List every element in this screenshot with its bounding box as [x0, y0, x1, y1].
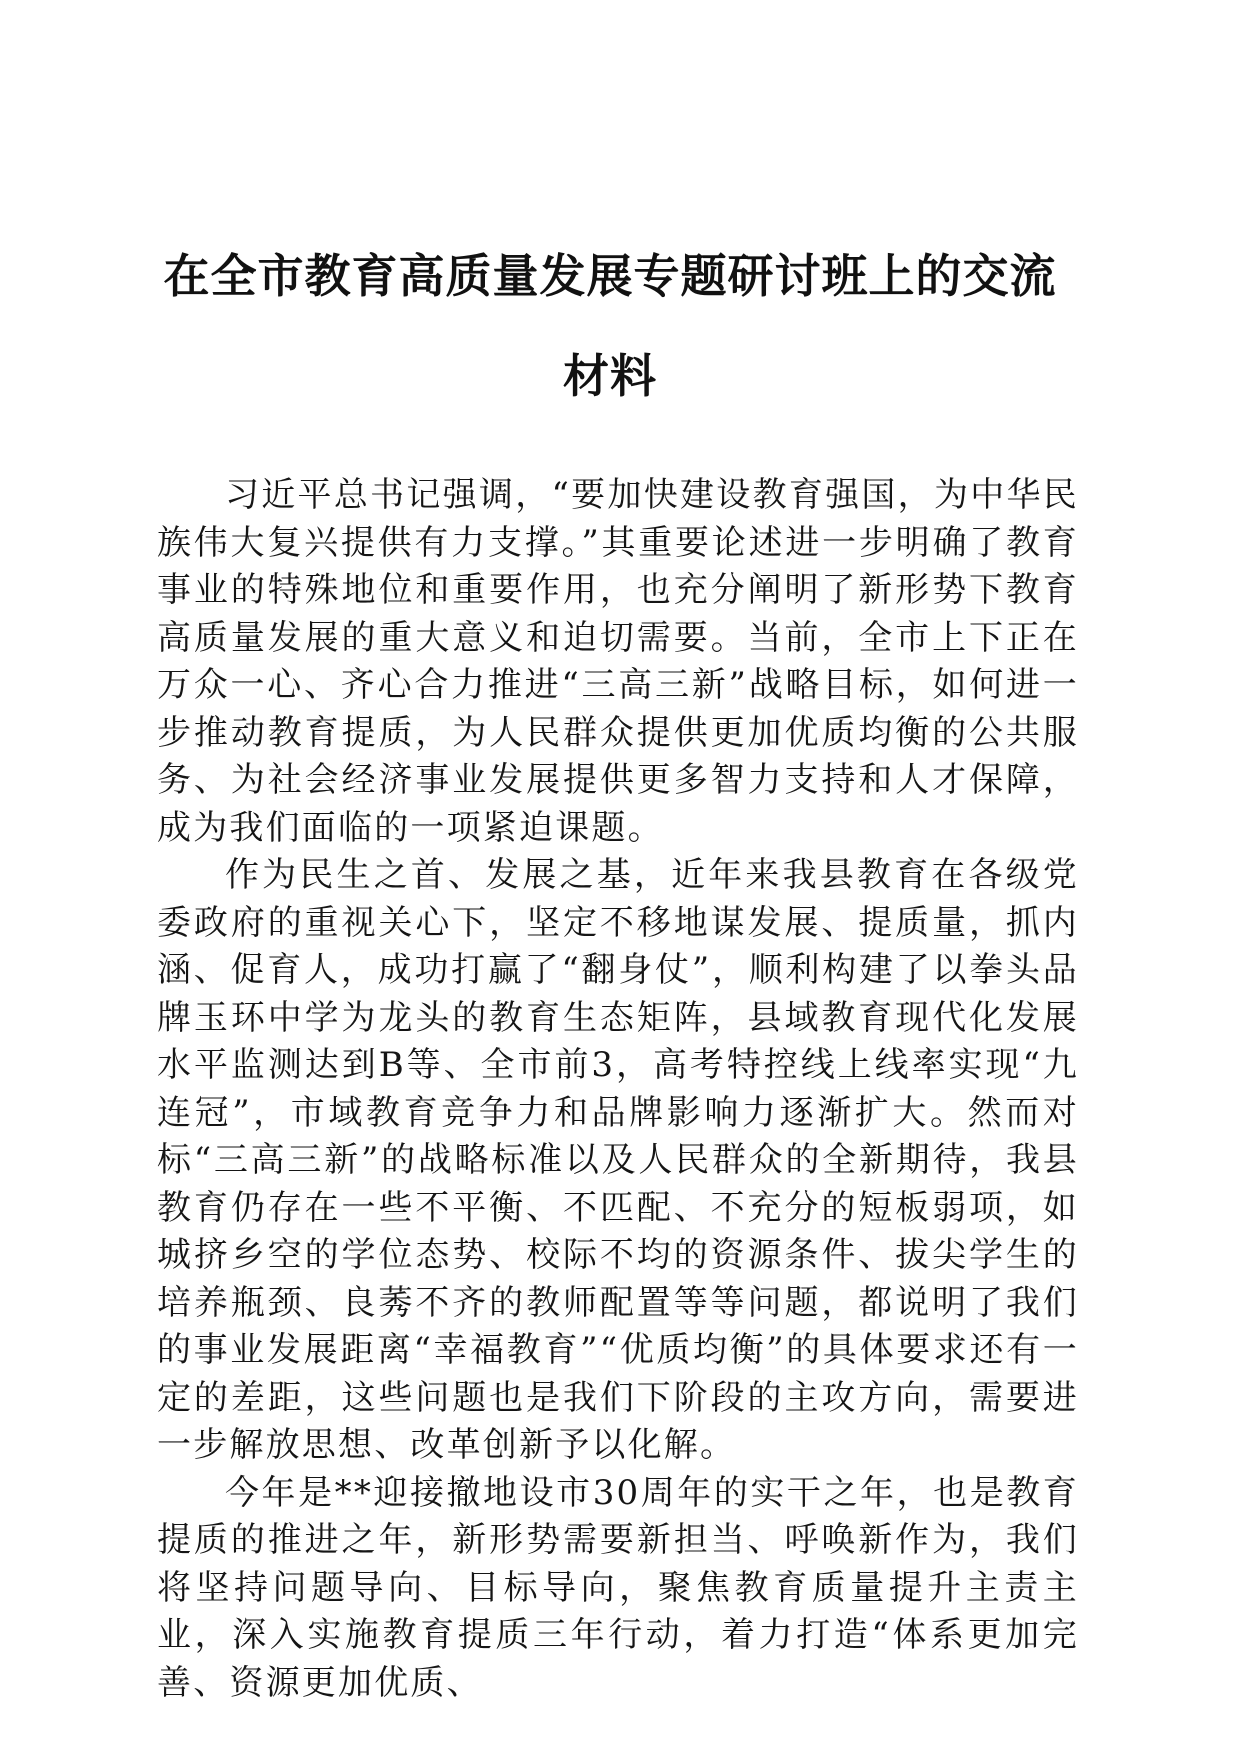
paragraph-2: 作为民生之首、发展之基，近年来我县教育在各级党委政府的重视关心下，坚定不移地谋发展、提质量，抓内涵、促育人，成功打赢了“翻身仗”，顺利构建了以拳头品牌玉环中学为龙头的教育生态矩阵，县域教育现代化发展水平监测达到B等、全市前3，高考特控线上线率实现“九连冠”，市域教育竞争力和品牌影响力逐渐扩大。然而对标“三高三新”的战略标准以及人民群众的全新期待，我县教育仍存在一些不平衡、不匹配、不充分的短板弱项，如城挤乡空的学位态势、校际不均的资源条件、拔尖学生的培养瓶颈、良莠不齐的教师配置等等问题，都说明了我们的事业发展距离“幸福教育”“优质均衡”的具体要求还有一定的差距，这些问题也是我们下阶段的主攻方向，需要进一步解放思想、改革创新予以化解。: [157, 855, 1079, 1465]
document-body: [157, 472, 1079, 1707]
paragraph-3: 今年是**迎接撤地设市30周年的实干之年，也是教育提质的推进之年，新形势需要新担当、呼唤新作为，我们将坚持问题导向、目标导向，聚焦教育质量提升主责主业，深入实施教育提质三年行动，着力打造“体系更加完善、资源更加优质、: [157, 1472, 1079, 1703]
document-title: 在全市教育高质量发展专题研讨班上的交流材料: [163, 249, 1057, 403]
paragraph-1: 习近平总书记强调，“要加快建设教育强国，为中华民族伟大复兴提供有力支撑。”其重要论述进一步明确了教育事业的特殊地位和重要作用，也充分阐明了新形势下教育高质量发展的重大意义和迫切需要。当前，全市上下正在万众一心、齐心合力推进“三高三新”战略目标，如何进一步推动教育提质，为人民群众提供更加优质均衡的公共服务、为社会经济事业发展提供更多智力支持和人才保障，成为我们面临的一项紧迫课题。: [157, 475, 1079, 848]
